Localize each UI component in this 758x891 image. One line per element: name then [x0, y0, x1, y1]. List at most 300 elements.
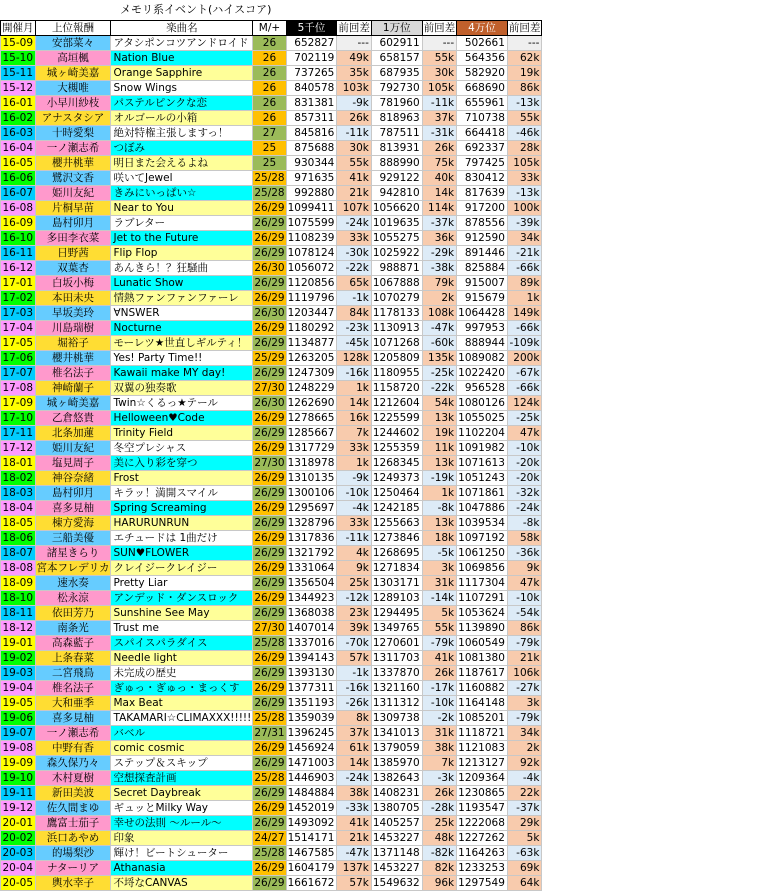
reward-idol-cell: 喜多見柚: [35, 501, 111, 516]
diff-5000-cell: -45k: [337, 336, 372, 351]
diff-10000-cell: -3k: [422, 771, 457, 786]
table-row: [1, 531, 542, 546]
rank-40000-cell: 917200: [457, 201, 508, 216]
month-cell: 18-09: [2, 576, 33, 589]
diff-40000-cell: 58k: [507, 531, 542, 546]
rank-5000-cell: 831381: [286, 96, 337, 111]
diff-5000-cell: 57k: [337, 651, 372, 666]
song-title-cell: Athanasia: [111, 861, 253, 876]
diff-40000-cell: -37k: [507, 801, 542, 816]
mplus-cell: 26/29: [254, 876, 285, 889]
diff-10000-cell: -22k: [422, 381, 457, 396]
diff-10000-cell: 13k: [422, 411, 457, 426]
rank-5000-cell: 1396245: [286, 726, 337, 741]
rank-10000-cell: 888990: [371, 156, 422, 171]
song-title-cell: Nocturne: [111, 321, 253, 336]
month-cell: 16-04: [2, 141, 33, 154]
month-cell: 16-11: [2, 246, 33, 259]
diff-40000-cell: -66k: [507, 381, 542, 396]
song-title-cell: Orange Sapphire: [111, 66, 253, 81]
diff-10000-cell: 40k: [422, 171, 457, 186]
mplus-cell: 27/30: [254, 621, 285, 634]
table-row: [1, 246, 542, 261]
mplus-cell: 25/28: [254, 636, 285, 649]
rank-40000-cell: 1230865: [457, 786, 508, 801]
diff-5000-cell: 23k: [337, 606, 372, 621]
diff-10000-cell: 108k: [422, 306, 457, 321]
mplus-cell: 26/29: [254, 291, 285, 304]
rank-40000-cell: 1085201: [457, 711, 508, 726]
rank-10000-cell: 942810: [371, 186, 422, 201]
rank-5000-cell: 971635: [286, 171, 337, 186]
diff-40000-cell: 86k: [507, 81, 542, 96]
diff-5000-cell: -24k: [337, 216, 372, 231]
table-row: [1, 741, 542, 756]
mplus-cell: 26/29: [254, 591, 285, 604]
diff-40000-cell: -25k: [507, 411, 542, 426]
rank-10000-cell: 787511: [371, 126, 422, 141]
diff-5000-cell: -16k: [337, 366, 372, 381]
month-cell: 17-10: [2, 411, 33, 424]
diff-40000-cell: 149k: [507, 306, 542, 321]
rank-5000-cell: 1394143: [286, 651, 337, 666]
diff-5000-cell: -33k: [337, 801, 372, 816]
diff-40000-cell: -24k: [507, 501, 542, 516]
reward-idol-cell: 速水奏: [35, 576, 111, 591]
diff-5000-cell: 107k: [337, 201, 372, 216]
rank-5000-cell: 702119: [286, 51, 337, 66]
diff-5000-cell: 1k: [337, 456, 372, 471]
diff-5000-cell: 26k: [337, 111, 372, 126]
rank-10000-cell: 1380705: [371, 801, 422, 816]
song-title-cell: Trust me: [111, 621, 253, 636]
sheet-caption: メモリ系イベント(ハイスコア): [120, 3, 272, 16]
reward-idol-cell: 宮本フレデリカ: [36, 561, 110, 574]
table-row: [1, 81, 542, 96]
diff-10000-cell: ---: [422, 36, 457, 51]
diff-40000-cell: 200k: [507, 351, 542, 366]
table-row: [1, 111, 542, 126]
song-title-cell: アタシポンコツアンドロイド: [111, 36, 253, 51]
month-cell: 19-01: [2, 636, 33, 649]
header-mplus: M/+: [253, 21, 286, 36]
diff-40000-cell: 92k: [507, 756, 542, 771]
rank-40000-cell: 1060549: [457, 636, 508, 651]
diff-40000-cell: 34k: [507, 726, 542, 741]
header-song: 楽曲名: [111, 21, 253, 36]
rank-40000-cell: 1071613: [457, 456, 508, 471]
mplus-cell: 26/30: [254, 261, 285, 274]
mplus-cell: 26/29: [254, 576, 285, 589]
rank-40000-cell: 1187617: [457, 666, 508, 681]
rank-40000-cell: 1227262: [457, 831, 508, 846]
diff-40000-cell: 21k: [507, 651, 542, 666]
rank-40000-cell: 564356: [457, 51, 508, 66]
rank-5000-cell: 1317729: [286, 441, 337, 456]
mplus-cell: 25/29: [254, 351, 285, 364]
rank-10000-cell: 988871: [371, 261, 422, 276]
rank-5000-cell: 1356504: [286, 576, 337, 591]
diff-40000-cell: ---: [507, 36, 542, 51]
rank-40000-cell: 891446: [457, 246, 508, 261]
rank-40000-cell: 1061250: [457, 546, 508, 561]
diff-5000-cell: 39k: [337, 621, 372, 636]
rank-5000-cell: 1285667: [286, 426, 337, 441]
table-row: [1, 276, 542, 291]
month-cell: 18-07: [2, 546, 33, 559]
diff-5000-cell: 9k: [337, 561, 372, 576]
diff-40000-cell: -66k: [507, 321, 542, 336]
song-title-cell: エチュードは 1曲だけ: [111, 531, 253, 546]
rank-40000-cell: 797425: [457, 156, 508, 171]
diff-5000-cell: 30k: [337, 141, 372, 156]
rank-10000-cell: 1158720: [371, 381, 422, 396]
song-title-cell: Yes! Party Time!!: [111, 351, 253, 366]
table-row: [1, 621, 542, 636]
table-row: [1, 456, 542, 471]
diff-5000-cell: -12k: [337, 591, 372, 606]
reward-idol-cell: 多田李衣菜: [35, 231, 111, 246]
month-cell: 19-07: [2, 726, 33, 739]
mplus-cell: 26/29: [254, 546, 285, 559]
rank-5000-cell: 1484884: [286, 786, 337, 801]
diff-10000-cell: -79k: [422, 636, 457, 651]
diff-40000-cell: -32k: [507, 486, 542, 501]
rank-5000-cell: 1368038: [286, 606, 337, 621]
song-title-cell: 絶対特権主張しますっ！: [111, 126, 253, 141]
reward-idol-cell: 川島瑞樹: [35, 321, 111, 336]
reward-idol-cell: 的場梨沙: [35, 846, 111, 861]
rank-40000-cell: 1139890: [457, 621, 508, 636]
mplus-cell: 26/29: [254, 276, 285, 289]
diff-10000-cell: 75k: [422, 156, 457, 171]
diff-5000-cell: 38k: [337, 786, 372, 801]
rank-40000-cell: 664418: [457, 126, 508, 141]
rank-10000-cell: 1337870: [371, 666, 422, 681]
reward-idol-cell: 城ヶ崎美嘉: [35, 396, 111, 411]
month-cell: 17-06: [2, 351, 33, 364]
rank-40000-cell: 915007: [457, 276, 508, 291]
reward-idol-cell: 高森藍子: [35, 636, 111, 651]
rank-5000-cell: 857311: [286, 111, 337, 126]
mplus-cell: 26/29: [254, 201, 285, 214]
month-cell: 19-06: [2, 711, 33, 724]
diff-5000-cell: 49k: [337, 51, 372, 66]
diff-5000-cell: -23k: [337, 321, 372, 336]
rank-5000-cell: 1300106: [286, 486, 337, 501]
reward-idol-cell: 安部菜々: [35, 36, 111, 51]
reward-idol-cell: 佐久間まゆ: [35, 801, 111, 816]
table-row: [1, 351, 542, 366]
month-cell: 18-03: [2, 486, 33, 499]
song-title-cell: Trinity Field: [111, 426, 253, 441]
diff-10000-cell: 3k: [422, 561, 457, 576]
rank-40000-cell: 1089082: [457, 351, 508, 366]
song-title-cell: Nation Blue: [111, 51, 253, 66]
diff-5000-cell: 8k: [337, 711, 372, 726]
month-cell: 16-01: [2, 96, 33, 109]
month-cell: 17-05: [2, 336, 33, 349]
diff-40000-cell: 64k: [507, 876, 542, 891]
table-row: [1, 126, 542, 141]
diff-40000-cell: -36k: [507, 546, 542, 561]
rank-10000-cell: 818963: [371, 111, 422, 126]
rank-40000-cell: 1118721: [457, 726, 508, 741]
mplus-cell: 24/27: [254, 831, 285, 844]
diff-40000-cell: 86k: [507, 621, 542, 636]
month-cell: 20-03: [2, 846, 33, 859]
rank-10000-cell: 1180955: [371, 366, 422, 381]
reward-idol-cell: 乙倉悠貴: [35, 411, 111, 426]
song-title-cell: comic cosmic: [111, 741, 253, 756]
table-row: [1, 681, 542, 696]
rank-10000-cell: 1067888: [371, 276, 422, 291]
rank-10000-cell: 1289103: [371, 591, 422, 606]
rank-10000-cell: 1255359: [371, 441, 422, 456]
rank-5000-cell: 1310135: [286, 471, 337, 486]
mplus-cell: 25/28: [254, 711, 285, 724]
rank-5000-cell: 1393130: [286, 666, 337, 681]
rank-10000-cell: 1405257: [371, 816, 422, 831]
song-title-cell: 冬空プレシャス: [111, 441, 253, 456]
diff-10000-cell: -38k: [422, 261, 457, 276]
diff-10000-cell: 55k: [422, 51, 457, 66]
diff-40000-cell: -8k: [507, 516, 542, 531]
reward-idol-cell: 南条光: [35, 621, 111, 636]
diff-5000-cell: -16k: [337, 681, 372, 696]
rank-10000-cell: 1408231: [371, 786, 422, 801]
song-title-cell: Near to You: [111, 201, 253, 216]
rank-40000-cell: 1069856: [457, 561, 508, 576]
diff-40000-cell: 29k: [507, 816, 542, 831]
mplus-cell: 26/29: [254, 741, 285, 754]
reward-idol-cell: 本田未央: [35, 291, 111, 306]
rank-5000-cell: 1446903: [286, 771, 337, 786]
table-row: [1, 171, 542, 186]
song-title-cell: Lunatic Show: [111, 276, 253, 291]
table-row: [1, 816, 542, 831]
rank-40000-cell: 888944: [457, 336, 508, 351]
rank-5000-cell: 1119796: [286, 291, 337, 306]
mplus-cell: 26/30: [254, 306, 285, 319]
rank-10000-cell: 687935: [371, 66, 422, 81]
table-row: [1, 336, 542, 351]
rank-10000-cell: 1321160: [371, 681, 422, 696]
rank-40000-cell: 1080126: [457, 396, 508, 411]
rank-5000-cell: 1337016: [286, 636, 337, 651]
rank-5000-cell: 1377311: [286, 681, 337, 696]
diff-40000-cell: 3k: [507, 696, 542, 711]
rank-40000-cell: 1053624: [457, 606, 508, 621]
table-row: [1, 576, 542, 591]
rank-10000-cell: 1255663: [371, 516, 422, 531]
song-title-cell: Kawaii make MY day!: [111, 366, 253, 381]
rank-10000-cell: 1130913: [371, 321, 422, 336]
month-cell: 17-03: [2, 306, 33, 319]
diff-5000-cell: 103k: [337, 81, 372, 96]
rank-10000-cell: 1055275: [371, 231, 422, 246]
diff-10000-cell: 18k: [422, 531, 457, 546]
month-cell: 18-06: [2, 531, 33, 544]
song-title-cell: 印象: [111, 831, 253, 846]
mplus-cell: 26/29: [254, 561, 285, 574]
rank-5000-cell: 1456924: [286, 741, 337, 756]
rank-40000-cell: 692337: [457, 141, 508, 156]
diff-40000-cell: -46k: [507, 126, 542, 141]
mplus-cell: 27/31: [254, 726, 285, 739]
month-cell: 19-04: [2, 681, 33, 694]
month-cell: 17-09: [2, 396, 33, 409]
diff-5000-cell: -47k: [337, 846, 372, 861]
rank-5000-cell: 875688: [286, 141, 337, 156]
song-title-cell: Pretty Liar: [111, 576, 253, 591]
rank-40000-cell: 655961: [457, 96, 508, 111]
diff-40000-cell: -39k: [507, 216, 542, 231]
diff-5000-cell: -9k: [337, 471, 372, 486]
diff-40000-cell: -10k: [507, 441, 542, 456]
reward-idol-cell: 北条加蓮: [35, 426, 111, 441]
song-title-cell: 空想探査計画: [111, 771, 253, 786]
table-row: [1, 411, 542, 426]
diff-10000-cell: 114k: [422, 201, 457, 216]
table-row: [1, 306, 542, 321]
table-row: [1, 876, 542, 891]
diff-40000-cell: 47k: [507, 426, 542, 441]
rank-5000-cell: 737265: [286, 66, 337, 81]
table-row: [1, 561, 542, 576]
diff-40000-cell: 34k: [507, 231, 542, 246]
mplus-cell: 26/29: [254, 681, 285, 694]
diff-5000-cell: 57k: [337, 876, 372, 891]
month-cell: 16-03: [2, 126, 33, 139]
rank-40000-cell: 1117304: [457, 576, 508, 591]
diff-40000-cell: -79k: [507, 636, 542, 651]
rank-40000-cell: 1081380: [457, 651, 508, 666]
diff-5000-cell: -26k: [337, 696, 372, 711]
header-rank-40000: 4万位: [457, 21, 508, 36]
diff-5000-cell: 14k: [337, 756, 372, 771]
diff-5000-cell: 25k: [337, 576, 372, 591]
month-cell: 17-02: [2, 291, 33, 304]
header-reward: 上位報酬: [35, 21, 111, 36]
diff-5000-cell: -11k: [337, 531, 372, 546]
month-cell: 19-02: [2, 651, 33, 664]
diff-10000-cell: 26k: [422, 141, 457, 156]
diff-10000-cell: 31k: [422, 576, 457, 591]
diff-5000-cell: 65k: [337, 276, 372, 291]
rank-5000-cell: 1344923: [286, 591, 337, 606]
song-title-cell: Max Beat: [111, 696, 253, 711]
diff-5000-cell: 84k: [337, 306, 372, 321]
reward-idol-cell: 椎名法子: [35, 681, 111, 696]
rank-5000-cell: 1099411: [286, 201, 337, 216]
diff-40000-cell: -20k: [507, 456, 542, 471]
rank-40000-cell: 1055025: [457, 411, 508, 426]
table-row: [1, 726, 542, 741]
month-cell: 17-08: [2, 381, 33, 394]
song-title-cell: Helloween♥Code: [111, 411, 253, 426]
rank-40000-cell: 956528: [457, 381, 508, 396]
song-title-cell: TAKAMARI☆CLIMAXXX!!!!!: [111, 711, 253, 726]
table-row: [1, 696, 542, 711]
rank-10000-cell: 1311312: [371, 696, 422, 711]
rank-10000-cell: 1270601: [371, 636, 422, 651]
month-cell: 20-04: [2, 861, 33, 874]
diff-5000-cell: 16k: [337, 411, 372, 426]
month-cell: 16-05: [2, 156, 33, 169]
diff-10000-cell: 25k: [422, 816, 457, 831]
diff-40000-cell: 19k: [507, 66, 542, 81]
month-cell: 19-11: [2, 786, 33, 799]
mplus-cell: 26/29: [254, 651, 285, 664]
diff-5000-cell: -70k: [337, 636, 372, 651]
rank-5000-cell: 1321792: [286, 546, 337, 561]
mplus-cell: 26/29: [254, 786, 285, 799]
mplus-cell: 26/29: [254, 336, 285, 349]
song-title-cell: Frost: [111, 471, 253, 486]
reward-idol-cell: 櫻井桃華: [35, 156, 111, 171]
table-row: [1, 666, 542, 681]
reward-idol-cell: 木村夏樹: [35, 771, 111, 786]
rank-10000-cell: 1371148: [371, 846, 422, 861]
rank-10000-cell: 1205809: [371, 351, 422, 366]
mplus-cell: 25/28: [254, 186, 285, 199]
diff-5000-cell: 21k: [337, 831, 372, 846]
rank-10000-cell: 1071268: [371, 336, 422, 351]
diff-10000-cell: 26k: [422, 786, 457, 801]
diff-5000-cell: -24k: [337, 771, 372, 786]
reward-idol-cell: 鷹富士茄子: [35, 816, 111, 831]
song-title-cell: Snow Wings: [111, 81, 253, 96]
rank-10000-cell: 1303171: [371, 576, 422, 591]
month-cell: 16-10: [2, 231, 33, 244]
rank-5000-cell: 1331064: [286, 561, 337, 576]
diff-5000-cell: 137k: [337, 861, 372, 876]
song-title-cell: ステップ＆スキップ: [111, 756, 253, 771]
rank-10000-cell: 1070279: [371, 291, 422, 306]
rank-40000-cell: 1022420: [457, 366, 508, 381]
month-cell: 15-11: [2, 66, 33, 79]
diff-10000-cell: 48k: [422, 831, 457, 846]
reward-idol-cell: 櫻井桃華: [35, 351, 111, 366]
table-row: [1, 786, 542, 801]
rank-40000-cell: 1164263: [457, 846, 508, 861]
table-row: [1, 366, 542, 381]
reward-idol-cell: アナスタシア: [35, 111, 111, 126]
song-title-cell: Flip Flop: [111, 246, 253, 261]
diff-10000-cell: 55k: [422, 621, 457, 636]
mplus-cell: 26/29: [254, 246, 285, 259]
diff-40000-cell: 62k: [507, 51, 542, 66]
diff-10000-cell: -2k: [422, 711, 457, 726]
rank-5000-cell: 1661672: [286, 876, 337, 891]
table-row: [1, 36, 542, 51]
rank-5000-cell: 1203447: [286, 306, 337, 321]
rank-5000-cell: 845816: [286, 126, 337, 141]
month-cell: 18-01: [2, 456, 33, 469]
reward-idol-cell: 鷺沢文香: [35, 171, 111, 186]
mplus-cell: 26/29: [254, 696, 285, 709]
song-title-cell: HARURUNRUN: [111, 516, 253, 531]
reward-idol-cell: 双葉杏: [35, 261, 111, 276]
mplus-cell: 26/29: [254, 816, 285, 829]
diff-5000-cell: 7k: [337, 426, 372, 441]
diff-10000-cell: 30k: [422, 66, 457, 81]
rank-40000-cell: 1213127: [457, 756, 508, 771]
reward-idol-cell: 大槻唯: [35, 81, 111, 96]
reward-idol-cell: 日野茜: [35, 246, 111, 261]
diff-5000-cell: -4k: [337, 501, 372, 516]
